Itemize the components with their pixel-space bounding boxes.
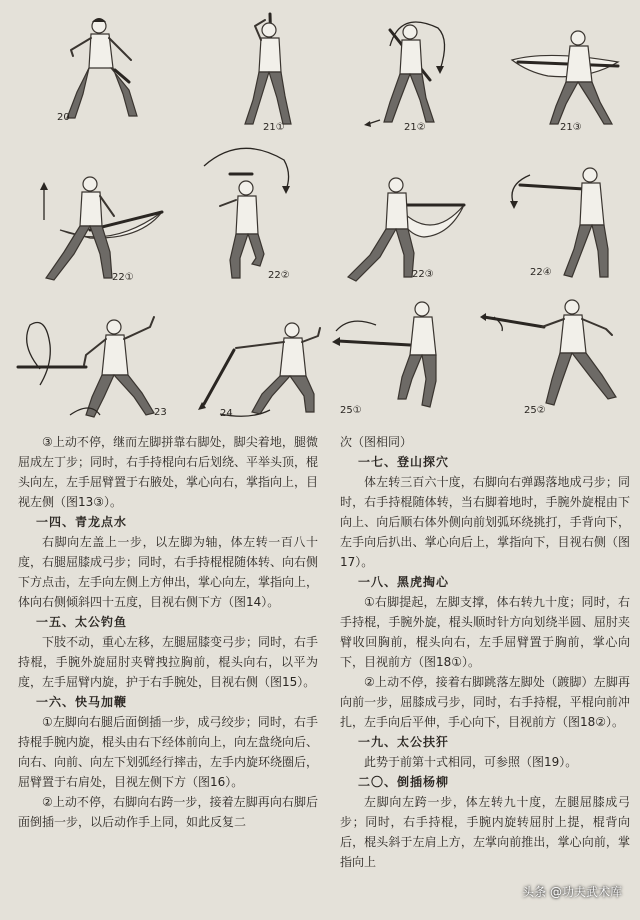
figure-label: 24 <box>220 408 233 419</box>
figure-21-3 <box>508 20 633 135</box>
section-heading: 一八、黑虎掏心 <box>358 575 450 589</box>
martial-artist-illustration <box>500 165 630 290</box>
figure-label: 22② <box>268 270 290 281</box>
paragraph: 次（图相同） <box>340 435 413 449</box>
figure-label: 25① <box>340 405 362 416</box>
figure-21-1 <box>225 10 315 135</box>
figure-label: 21② <box>404 122 426 133</box>
figure-label: 22④ <box>530 267 552 278</box>
figure-20 <box>55 10 155 130</box>
figure-21-2 <box>360 10 460 135</box>
section-heading: 一四、青龙点水 <box>36 515 128 529</box>
paragraph: 体左转三百六十度，右脚向右弹踢落地成弓步；同时，右手持棍随体转，当右脚着地时，手腕外旋棍由下向上、向后顺右体外侧向前划弧环绕挑打，手背向下，左手向后扒出、掌心向后上，掌指向下，目视右侧（图17）。 <box>340 475 630 569</box>
figure-22-2 <box>200 140 300 290</box>
paragraph: ②上动不停，接着右脚跳落左脚处（踱脚）左脚再向前一步，屈膝成弓步，同时，右手持棍，平棍向前冲扎，左手向后平伸，手心向下，目视前方（图18②）。 <box>340 675 630 729</box>
paragraph: 下肢不动，重心左移，左腿屈膝变弓步；同时，右手持棍，手腕外旋屈肘夹臂拽拉胸前，棍头向右，以平为度，左手屈臂内旋，护于右手腕处，目视右侧（图15）。 <box>18 635 319 689</box>
paragraph: 右脚向左盖上一步，以左脚为轴，体左转一百八十度，右腿屈膝成弓步；同时，右手持棍棍随体转、向右侧下方点击，左手向左侧上方伸出，掌心向左，掌指向上，体向右侧倾斜四十五度，目视右侧下方（图14）。 <box>18 535 319 609</box>
paragraph: ①左脚向右腿后面倒插一步，成弓绞步；同时，右手持棍手腕内旋，棍头由右下经体前向上，向左盘绕向后、向右、向前、向左下划弧经行摔击，左手内旋环绕圈后，屈臂置于右肩处，目视左侧下方（图16）。 <box>18 715 319 789</box>
text-column-left <box>18 432 318 832</box>
figure-25-2 <box>480 295 630 425</box>
figure-label: 22③ <box>412 269 434 280</box>
paragraph: 此势于前第十式相同，可参照（图19）。 <box>364 755 578 769</box>
watermark: 头条 @功夫武术库 <box>522 885 622 899</box>
figure-label: 20 <box>57 112 70 123</box>
paragraph: 左脚向左跨一步，体左转九十度，左腿屈膝成弓步；同时，右手持棍，手腕内旋转屈肘上提，棍背向后，棍头斜于左肩上方，左掌向前推出，掌心向前，掌指向上 <box>340 795 630 869</box>
martial-artist-illustration <box>480 295 630 425</box>
paragraph: ③上动不停，继而左脚拼靠右脚处，脚尖着地，腿微屈成左丁步；同时，右手持棍向右后划绕、平举头顶，棍头向左，左手屈臂置于右腋处，掌心向右，掌指向上，目视左侧（图13③）。 <box>18 435 319 509</box>
text-column-right <box>340 432 630 872</box>
figure-label: 21① <box>263 122 285 133</box>
martial-artist-illustration <box>360 10 460 135</box>
martial-artist-illustration <box>10 305 175 425</box>
paragraph: ①右脚提起，左脚支撑，体右转九十度；同时，右手持棍，手腕外旋，棍头顺时针方向划绕半圆、屈肘夹臂收回胸前，棍头向右，左手屈臂置于胸前，掌心向下，目视前方（图18①）。 <box>340 595 630 669</box>
figure-25-1 <box>330 295 470 425</box>
figure-label: 22① <box>112 272 134 283</box>
martial-artist-illustration <box>190 310 340 425</box>
section-heading: 一六、快马加鞭 <box>36 695 128 709</box>
figure-22-1 <box>30 160 170 290</box>
figure-label: 21③ <box>560 122 582 133</box>
section-heading: 一七、登山探穴 <box>358 455 450 469</box>
martial-artist-illustration <box>340 165 470 290</box>
figure-label: 25② <box>524 405 546 416</box>
figure-23 <box>10 305 175 425</box>
figure-22-3 <box>340 165 470 290</box>
martial-artist-illustration <box>508 20 633 135</box>
section-heading: 二〇、倒插杨柳 <box>358 775 450 789</box>
section-heading: 一九、太公扶犴 <box>358 735 450 749</box>
figure-24 <box>190 310 340 425</box>
paragraph: ②上动不停，右脚向右跨一步，接着左脚再向右脚后面倒插一步，以后动作手上同，如此反复二 <box>18 795 318 829</box>
martial-artist-illustration <box>225 10 315 135</box>
martial-artist-illustration <box>30 160 170 290</box>
figure-22-4 <box>500 165 630 290</box>
figure-label: 23 <box>154 407 167 418</box>
section-heading: 一五、太公钓鱼 <box>36 615 128 629</box>
martial-artist-illustration <box>200 140 300 290</box>
martial-artist-illustration <box>55 10 155 130</box>
